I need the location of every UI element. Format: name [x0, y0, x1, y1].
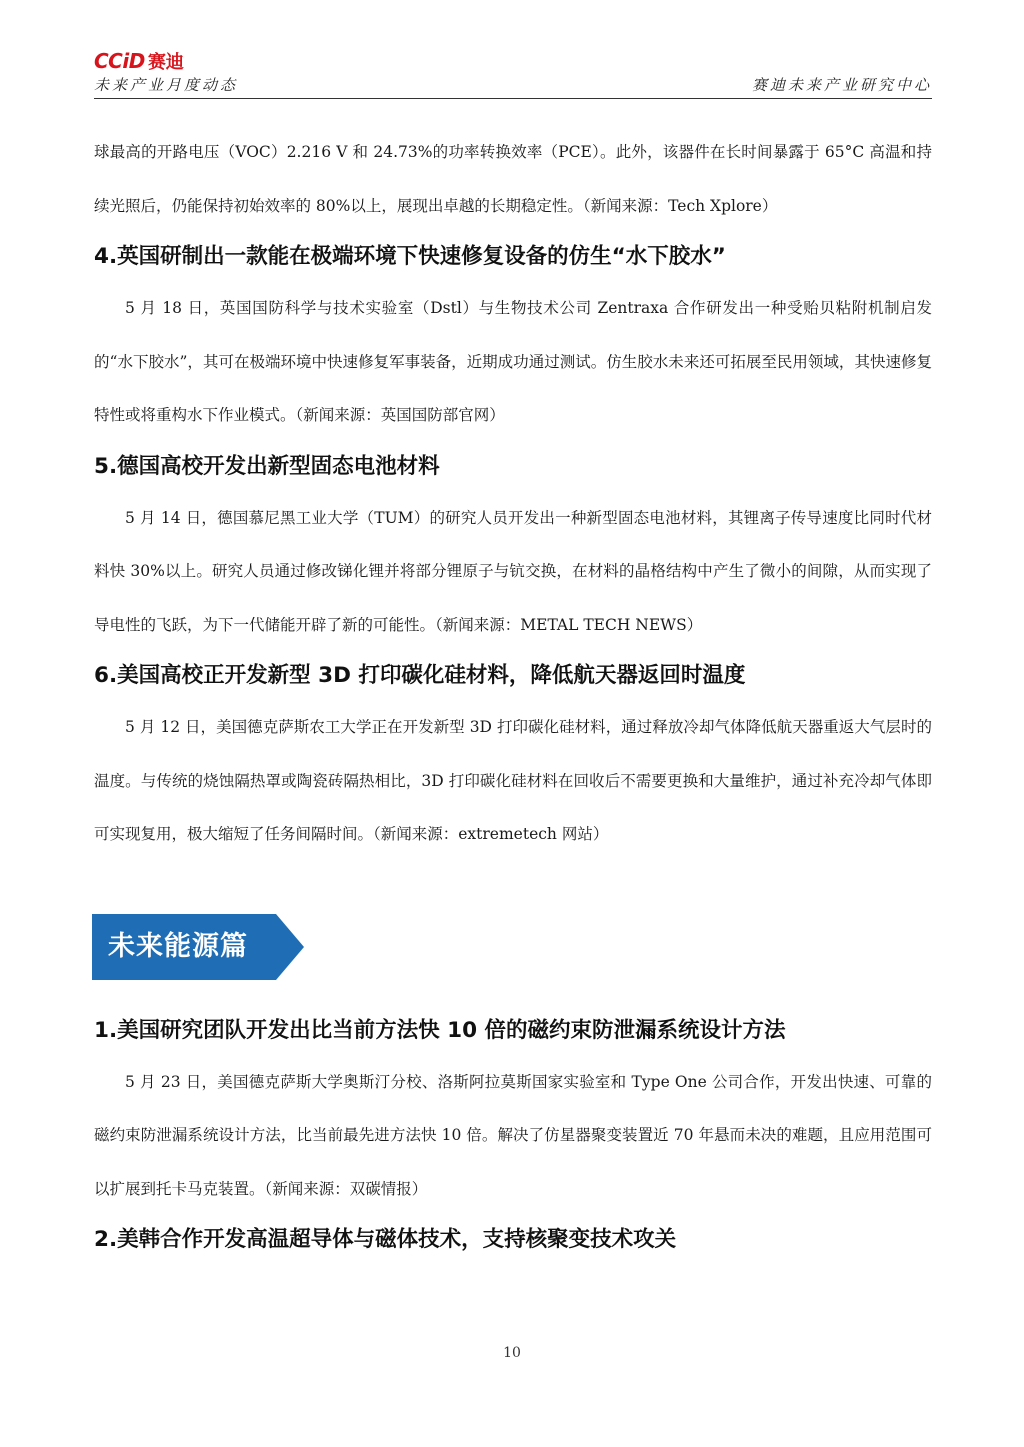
article-body: [94, 126, 932, 1265]
publication-title: 未来产业月度动态: [94, 76, 239, 94]
section-heading: 5.德国高校开发出新型固态电池材料: [94, 453, 440, 479]
section-paragraph: 5 月 23 日，美国德克萨斯大学奥斯汀分校、洛斯阿拉莫斯国家实验室和 Type One 公司合作，开发出快速、可靠的磁约束防泄漏系统设计方法，比当前最先进方法快 10 倍。解决了仿星器聚变装置近 70 年悬而未决的难题，且应用范围可以扩展到托卡马克装置。（新闻来源：双碳情报）: [94, 1072, 932, 1198]
category-banner: [92, 914, 932, 980]
section-paragraph: 5 月 12 日，美国德克萨斯农工大学正在开发新型 3D 打印碳化硅材料，通过释放冷却气体降低航天器重返大气层时的温度。与传统的烧蚀隔热罩或陶瓷砖隔热相比，3D 打印碳化硅材料在回收后不需要更换和大量维护，通过补充冷却气体即可实现复用，极大缩短了任务间隔时间。（新闻来源：extremetech 网站）: [94, 718, 932, 843]
news-item-5: [94, 450, 932, 653]
page-number: 10: [503, 1345, 521, 1361]
section-heading: 2.美韩合作开发高温超导体与磁体技术，支持核聚变技术攻关: [94, 1227, 677, 1252]
energy-item-2: [94, 1223, 932, 1257]
section-paragraph: 5 月 18 日，英国国防科学与技术实验室（Dstl）与生物技术公司 Zentraxa 合作研发出一种受贻贝粘附机制启发的“水下胶水”，其可在极端环境中快速修复军事装备，近期成功通过测试。仿生胶水未来还可拓展至民用领域，其快速修复特性或将重构水下作业模式。（新闻来源：英国国防部官网）: [94, 299, 932, 424]
section-heading: 4.英国研制出一款能在极端环境下快速修复设备的仿生“水下胶水”: [94, 244, 726, 269]
section-heading: 1.美国研究团队开发出比当前方法快 10 倍的磁约束防泄漏系统设计方法: [94, 1017, 786, 1043]
section-heading: 6.美国高校正开发新型 3D 打印碳化硅材料，降低航天器返回时温度: [94, 663, 746, 688]
news-item-6: [94, 659, 932, 862]
news-item-4: [94, 240, 932, 443]
publisher-name: 赛迪未来产业研究中心: [751, 76, 932, 94]
logo-chinese: 赛迪: [147, 52, 184, 73]
continued-paragraph: 球最高的开路电压（VOC）2.216 V 和 24.73%的功率转换效率（PCE）。此外，该器件在长时间暴露于 65°C 高温和持续光照后，仍能保持初始效率的 80%以上，展现出卓越的长期稳定性。（新闻来源：Tech Xplore）: [94, 143, 932, 215]
ccid-logo: [94, 48, 184, 72]
energy-item-1: [94, 1014, 932, 1217]
logo-mark: CCiD: [94, 49, 145, 73]
banner-label: 未来能源篇: [108, 930, 248, 962]
header-divider: [94, 98, 932, 99]
section-paragraph: 5 月 14 日，德国慕尼黑工业大学（TUM）的研究人员开发出一种新型固态电池材料，其锂离子传导速度比同时代材料快 30%以上。研究人员通过修改锑化锂并将部分锂原子与钪交换，在材料的晶格结构中产生了微小的间隙，从而实现了导电性的飞跃，为下一代储能开辟了新的可能性。（新闻来源：METAL TECH NEWS）: [94, 508, 932, 634]
page-header: [94, 46, 932, 100]
